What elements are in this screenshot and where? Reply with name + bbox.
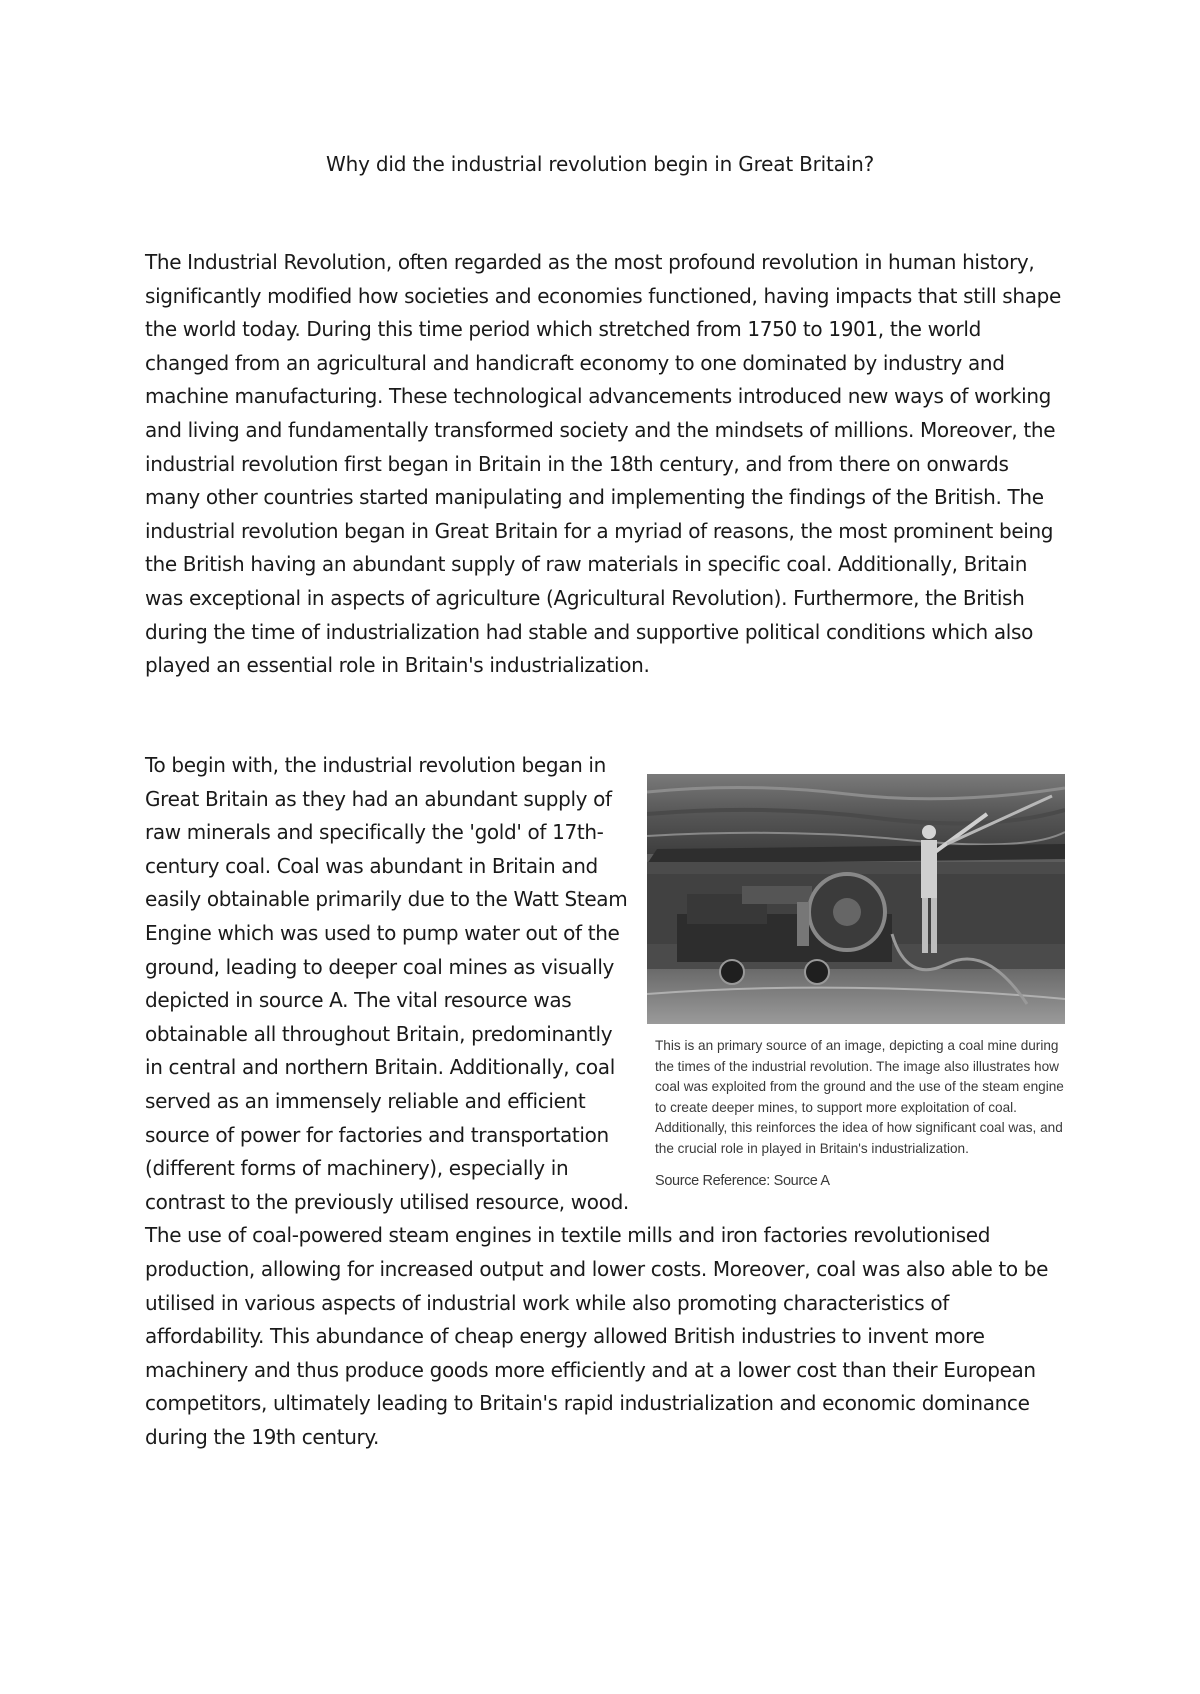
body-section <box>145 749 1065 1454</box>
figure-caption: This is an primary source of an image, depicting a coal mine during the times of the industrial revolution. The image also illustrates how coal was exploited from the ground and the use of the steam engine to create deeper mines, to support more exploitation of coal. Additionally, this reinforces the idea of how significant coal was, and the crucial role in played in Britain's industrialization. <box>655 1038 1064 1156</box>
coal-mine-photo <box>647 774 1065 1024</box>
intro-paragraph: The Industrial Revolution, often regarded as the most profound revolution in human history, significantly modified how societies and economies functioned, having impacts that still shape the world today. During this time period which stretched from 1750 to 1901, the world changed from an agricultural and handicraft economy to one dominated by industry and machine manufacturing. These technological advancements introduced new ways of working and living and fundamentally transformed society and the mindsets of millions. Moreover, the industrial revolution first began in Britain in the 18th century, and from there on onwards many other countries started manipulating and implementing the findings of the British. The industrial revolution began in Great Britain for a myriad of reasons, the most prominent being the British having an abundant supply of raw materials in specific coal. Additionally, Britain was exceptional in aspects of agriculture (Agricultural Revolution). Furthermore, the British during the time of industrialization had stable and supportive political conditions which also played an essential role in Britain's industrialization. <box>145 250 1061 678</box>
body-paragraph: To begin with, the industrial revolution began in Great Britain as they had an abundant supply of raw minerals and specifically the 'gold' of 17th-century coal. Coal was abundant in Britain and easily obtainable primarily due to the Watt Steam Engine which was used to pump water out of the ground, leading to deeper coal mines as visually depicted in source A. The vital resource was obtainable all throughout Britain, predominantly in central and northern Britain. Additionally, coal served as an immensely reliable and efficient source of power for factories and transportation (different forms of machinery), especially in contrast to the previously utilised resource, wood. The use of coal-powered steam engines in textile mills and iron factories revolutionised production, allowing for increased output and lower costs. Moreover, coal was also able to be utilised in various aspects of industrial work while also promoting characteristics of affordability. This abundance of cheap energy allowed British industries to invent more machinery and thus produce goods more efficiently and at a lower cost than their European competitors, ultimately leading to Britain's rapid industrialization and economic dominance during the 19th century. <box>145 753 1049 1449</box>
source-reference: Source Reference: Source A <box>655 1173 830 1189</box>
source-a-figure <box>647 774 1065 1191</box>
document-title: Why did the industrial revolution begin in Great Britain? <box>326 152 874 176</box>
